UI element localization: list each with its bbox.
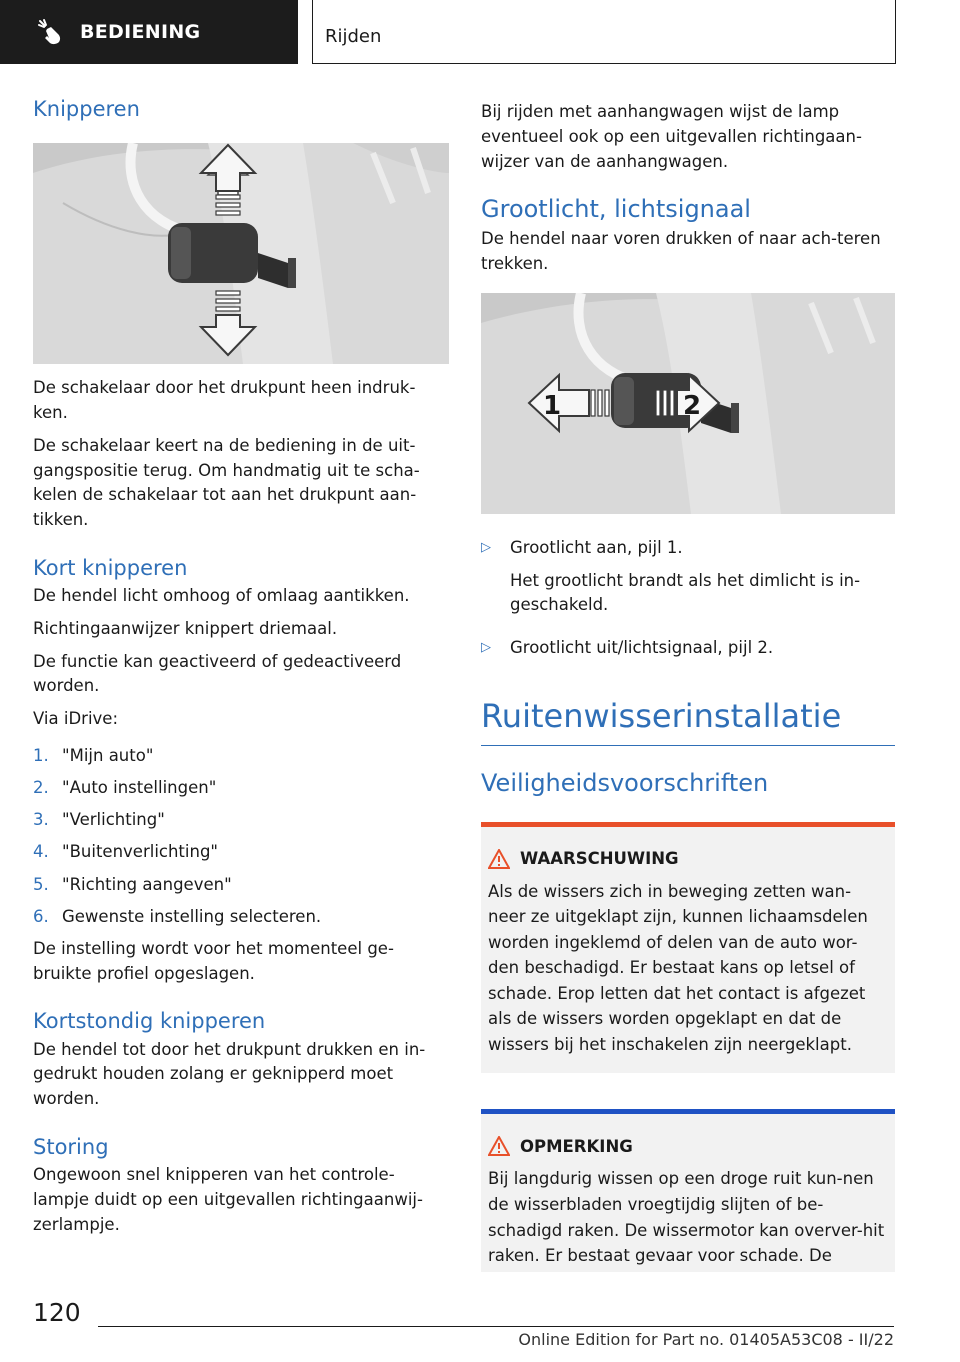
arrow-label-1: 1 [543,390,562,421]
ruitenwisser-heading: Ruitenwisserinstallatie [481,697,895,746]
list-item: 6. Gewenste instelling selecteren. [33,906,322,926]
left-column [33,96,449,1245]
header-section-label: BEDIENING [80,21,201,43]
storing-heading: Storing [33,1134,109,1159]
high-beam-stalk-illustration [481,293,895,514]
kortstondig-heading: Kortstondig knipperen [33,1009,266,1034]
kort-paragraph-3: De functie kan geactiveerd of gedeactiveerd worden. [33,651,402,696]
kort-paragraph-4: Via iDrive: [33,709,118,729]
arrow-label-2: 2 [683,390,702,421]
warning-text: Als de wissers zich in beweging zetten wan-neer ze uitgeklapt zijn, kunnen lichaamsdelen worden ingeklemd of delen van de auto wor-den beschadigd. Er bestaat kans op letsel of schade. Erop letten dat het contact is afgezet als de wissers worden opgeklapt en dat de wissers bij het inschakelen zijn neergeklapt. [488,881,868,1054]
list-item: 4. "Buitenverlichting" [33,842,219,862]
grootlicht-heading: Grootlicht, lichtsignaal [481,195,751,224]
list-item: ▷ Grootlicht uit/lichtsignaal, pijl 2. [481,636,895,661]
trailer-paragraph: Bij rijden met aanhangwagen wijst de lamp eventueel ook op een uitgevallen richtingaan-wijzer van de aanhangwagen. [481,102,862,171]
indicator-stalk-image [33,143,449,364]
kort-paragraph-2: Richtingaanwijzer knippert driemaal. [33,618,338,638]
idrive-steps-list [33,740,449,933]
indicator-stalk-illustration [33,143,449,364]
grootlicht-bullet-list [481,536,895,661]
triangle-bullet-icon: ▷ [481,640,491,656]
list-item: 3. "Verlichting" [33,810,165,830]
warning-triangle-icon [488,1136,510,1156]
footer-divider [98,1326,894,1327]
storing-paragraph: Ongewoon snel knipperen van het controle-lampje duidt op een uitgevallen richtingaanwij-zerlampje. [33,1165,423,1234]
footer-edition: Online Edition for Part no. 01405A53C08 - II/22 [518,1330,894,1349]
list-item: 2. "Auto instellingen" [33,778,217,798]
knipperen-paragraph-2: De schakelaar keert na de bediening in de uit-gangspositie terug. Om handmatig uit te scha-kelen de schakelaar tot aan het drukpunt aan-tikken. [33,435,420,530]
kortstondig-paragraph: De hendel tot door het drukpunt drukken en in-gedrukt houden zolang er geknipperd moet worden. [33,1039,426,1109]
page-number: 120 [33,1298,81,1327]
knipperen-paragraph-1: De schakelaar door het drukpunt heen indruk-ken. [33,378,416,423]
hand-pointer-icon [36,17,66,47]
grootlicht-paragraph: De hendel naar voren drukken of naar ach-teren trekken. [481,229,881,274]
warning-triangle-icon [488,849,510,869]
knipperen-heading: Knipperen [33,97,140,121]
list-item: 5. "Richting aangeven" [33,874,232,894]
veiligheid-heading: Veiligheidsvoorschriften [481,769,769,798]
header-chapter-label: Rijden [325,26,382,47]
list-item: ▷ Grootlicht aan, pijl 1. Het grootlicht brandt als het dimlicht is in-geschakeld. [481,536,895,618]
note-text: Bij langdurig wissen op een droge ruit kun-nen de wisserbladen vroegtijdig slijten of be-schadigd raken. De wissermotor kan overver-hit raken. Er bestaat gevaar voor schade. De [488,1169,885,1266]
high-beam-stalk-image [481,293,895,514]
warning-box [481,822,895,1074]
right-column [481,100,895,1294]
header-section-tab [0,0,298,64]
header-chapter-box [312,0,896,64]
kort-paragraph-1: De hendel licht omhoog of omlaag aantikken. [33,586,410,606]
list-item: 1. "Mijn auto" [33,745,154,765]
note-title: OPMERKING [520,1136,633,1156]
note-box [481,1109,895,1272]
kort-knipperen-heading: Kort knipperen [33,555,188,580]
kort-paragraph-5: De instelling wordt voor het momenteel ge-bruikte profiel opgeslagen. [33,938,394,983]
warning-title: WAARSCHUWING [520,849,679,869]
triangle-bullet-icon: ▷ [481,539,491,555]
